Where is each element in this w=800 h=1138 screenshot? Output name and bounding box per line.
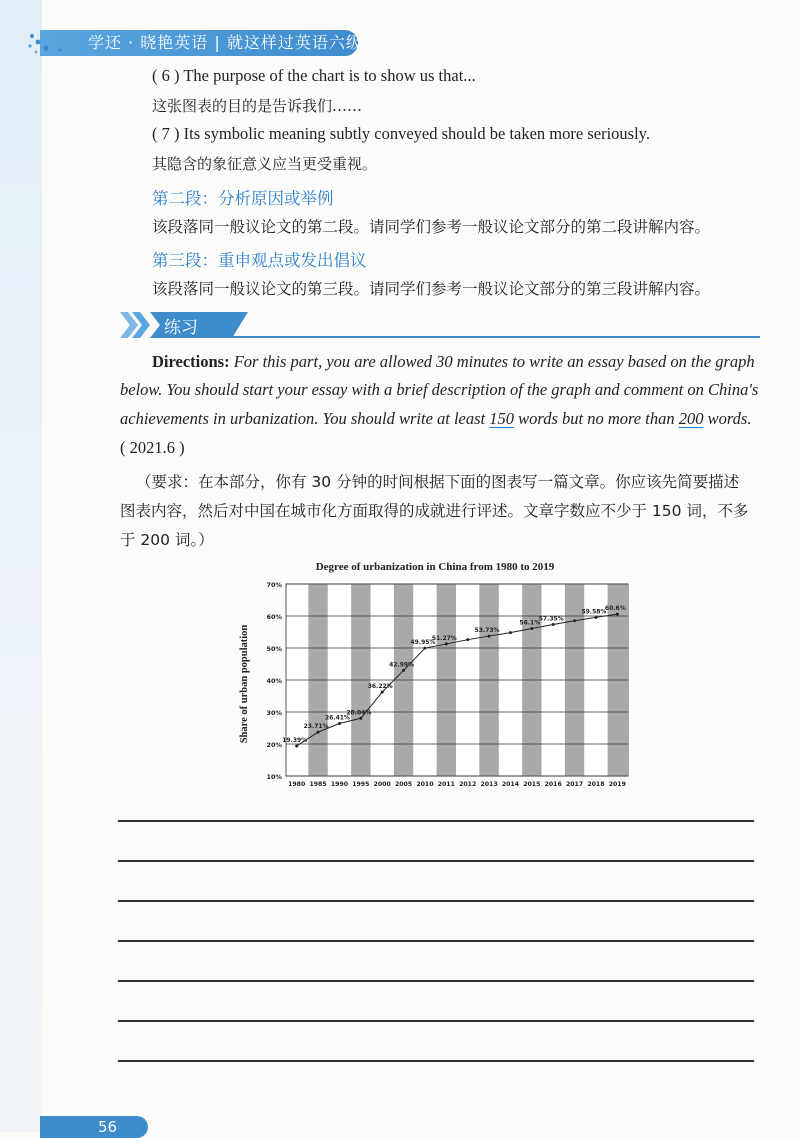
sentence-7-cn: 其隐含的象征意义应当更受重视。	[152, 155, 378, 173]
y-tick-label: 60%	[266, 613, 282, 621]
data-label: 56.1%	[519, 619, 541, 627]
x-tick-label: 2017	[565, 781, 584, 788]
x-tick-label: 1985	[309, 781, 327, 788]
answer-line	[118, 860, 754, 862]
data-point	[552, 623, 555, 626]
x-tick-label: 2005	[394, 781, 413, 788]
data-label: 59.58%	[581, 608, 607, 616]
practice-divider	[230, 336, 760, 338]
directions-label: Directions:	[152, 352, 230, 371]
data-label: 28.04%	[346, 709, 372, 717]
data-point	[530, 627, 533, 630]
page-number-tab	[40, 1116, 148, 1138]
directions-line-2: below. You should start your essay with a brief description of the graph and comment on China's	[120, 380, 759, 399]
word-min: 150	[489, 409, 515, 428]
data-label: 51.27%	[431, 634, 457, 642]
directions-text-3b: words but no more than	[514, 409, 679, 428]
answer-line	[118, 900, 754, 902]
data-label: 19.39%	[282, 736, 308, 744]
data-point	[359, 717, 362, 720]
data-point	[402, 669, 405, 672]
x-tick-label: 2012	[459, 781, 477, 788]
directions-line-3	[120, 409, 751, 429]
directions-line-1	[152, 352, 755, 372]
y-tick-label: 30%	[266, 709, 282, 717]
x-tick-label: 2018	[587, 781, 605, 788]
data-point	[381, 691, 384, 694]
y-tick-label: 10%	[266, 773, 282, 781]
x-tick-label: 2011	[437, 781, 455, 788]
data-point	[445, 642, 448, 645]
x-tick-label: 1980	[288, 781, 306, 788]
data-point	[295, 744, 298, 747]
directions-text-3c: words.	[703, 409, 752, 428]
x-tick-label: 2013	[480, 781, 498, 788]
x-tick-label: 2010	[416, 781, 434, 788]
data-label: 23.71%	[303, 723, 329, 731]
y-tick-label: 50%	[266, 645, 282, 653]
directions-date: ( 2021.6 )	[120, 438, 185, 457]
header-decoration-icon	[24, 28, 88, 58]
para3-text: 该段落同一般议论文的第三段。请同学们参考一般议论文部分的第三段讲解内容。	[152, 280, 711, 298]
data-point	[317, 731, 320, 734]
data-point	[466, 638, 469, 641]
data-label: 42.99%	[389, 661, 415, 669]
y-tick-label: 40%	[266, 677, 282, 685]
practice-banner	[120, 308, 760, 342]
header-title: 学还 · 晓艳英语 | 就这样过英语六级	[88, 33, 363, 52]
answer-line	[118, 820, 754, 822]
y-tick-label: 70%	[266, 581, 282, 589]
word-max: 200	[678, 409, 704, 428]
directions-text-1: For this part, you are allowed 30 minutes to write an essay based on the graph	[233, 352, 755, 371]
x-tick-label: 2015	[523, 781, 541, 788]
chart-ylabel: Share of urban population	[239, 624, 250, 744]
practice-label: 练习	[164, 318, 198, 338]
page-number: 56	[98, 1118, 118, 1136]
data-point	[338, 722, 341, 725]
x-tick-label: 2000	[373, 781, 391, 788]
data-label: 49.95%	[410, 639, 436, 647]
data-point	[573, 619, 576, 622]
para2-heading: 第二段：分析原因或举例	[152, 189, 334, 208]
x-tick-label: 1990	[330, 781, 349, 788]
answer-line	[118, 980, 754, 982]
data-point	[594, 616, 597, 619]
requirement-line-2: 图表内容，然后对中国在城市化方面取得的成就进行评述。文章字数应不少于 150 词，不多	[120, 502, 749, 520]
data-label: 53.73%	[474, 627, 500, 635]
x-tick-label: 2014	[501, 781, 520, 788]
urbanization-chart	[230, 556, 640, 796]
requirement-line-3: 于 200 词。）	[120, 531, 214, 549]
data-label: 26.41%	[324, 714, 350, 722]
data-label: 36.22%	[367, 683, 393, 691]
data-point	[509, 631, 512, 634]
x-tick-label: 2016	[544, 781, 562, 788]
left-margin-band	[0, 0, 42, 1132]
data-label: 57.35%	[538, 615, 564, 623]
para2-text: 该段落同一般议论文的第二段。请同学们参考一般议论文部分的第二段讲解内容。	[152, 218, 711, 236]
sentence-6-en: ( 6 ) The purpose of the chart is to show us that...	[152, 66, 476, 85]
y-tick-label: 20%	[266, 741, 282, 749]
requirement-line-1: （要求：在本部分，你有 30 分钟的时间根据下面的图表写一篇文章。你应该先简要描述	[136, 473, 740, 491]
directions-text-3a: achievements in urbanization. You should write at least	[120, 409, 490, 428]
data-point	[423, 647, 426, 650]
x-tick-label: 1995	[352, 781, 370, 788]
sentence-6-cn: 这张图表的目的是告诉我们……	[152, 97, 363, 115]
chart-title: Degree of urbanization in China from 1980 to 2019	[315, 561, 555, 573]
sentence-7-en: ( 7 ) Its symbolic meaning subtly conveyed should be taken more seriously.	[152, 124, 650, 143]
answer-line	[118, 1020, 754, 1022]
data-point	[616, 613, 619, 616]
data-label: 60.6%	[604, 605, 626, 613]
answer-line	[118, 1060, 754, 1062]
answer-line	[118, 940, 754, 942]
para3-heading: 第三段：重申观点或发出倡议	[152, 251, 367, 270]
data-point	[488, 635, 491, 638]
x-tick-label: 2019	[608, 781, 626, 788]
